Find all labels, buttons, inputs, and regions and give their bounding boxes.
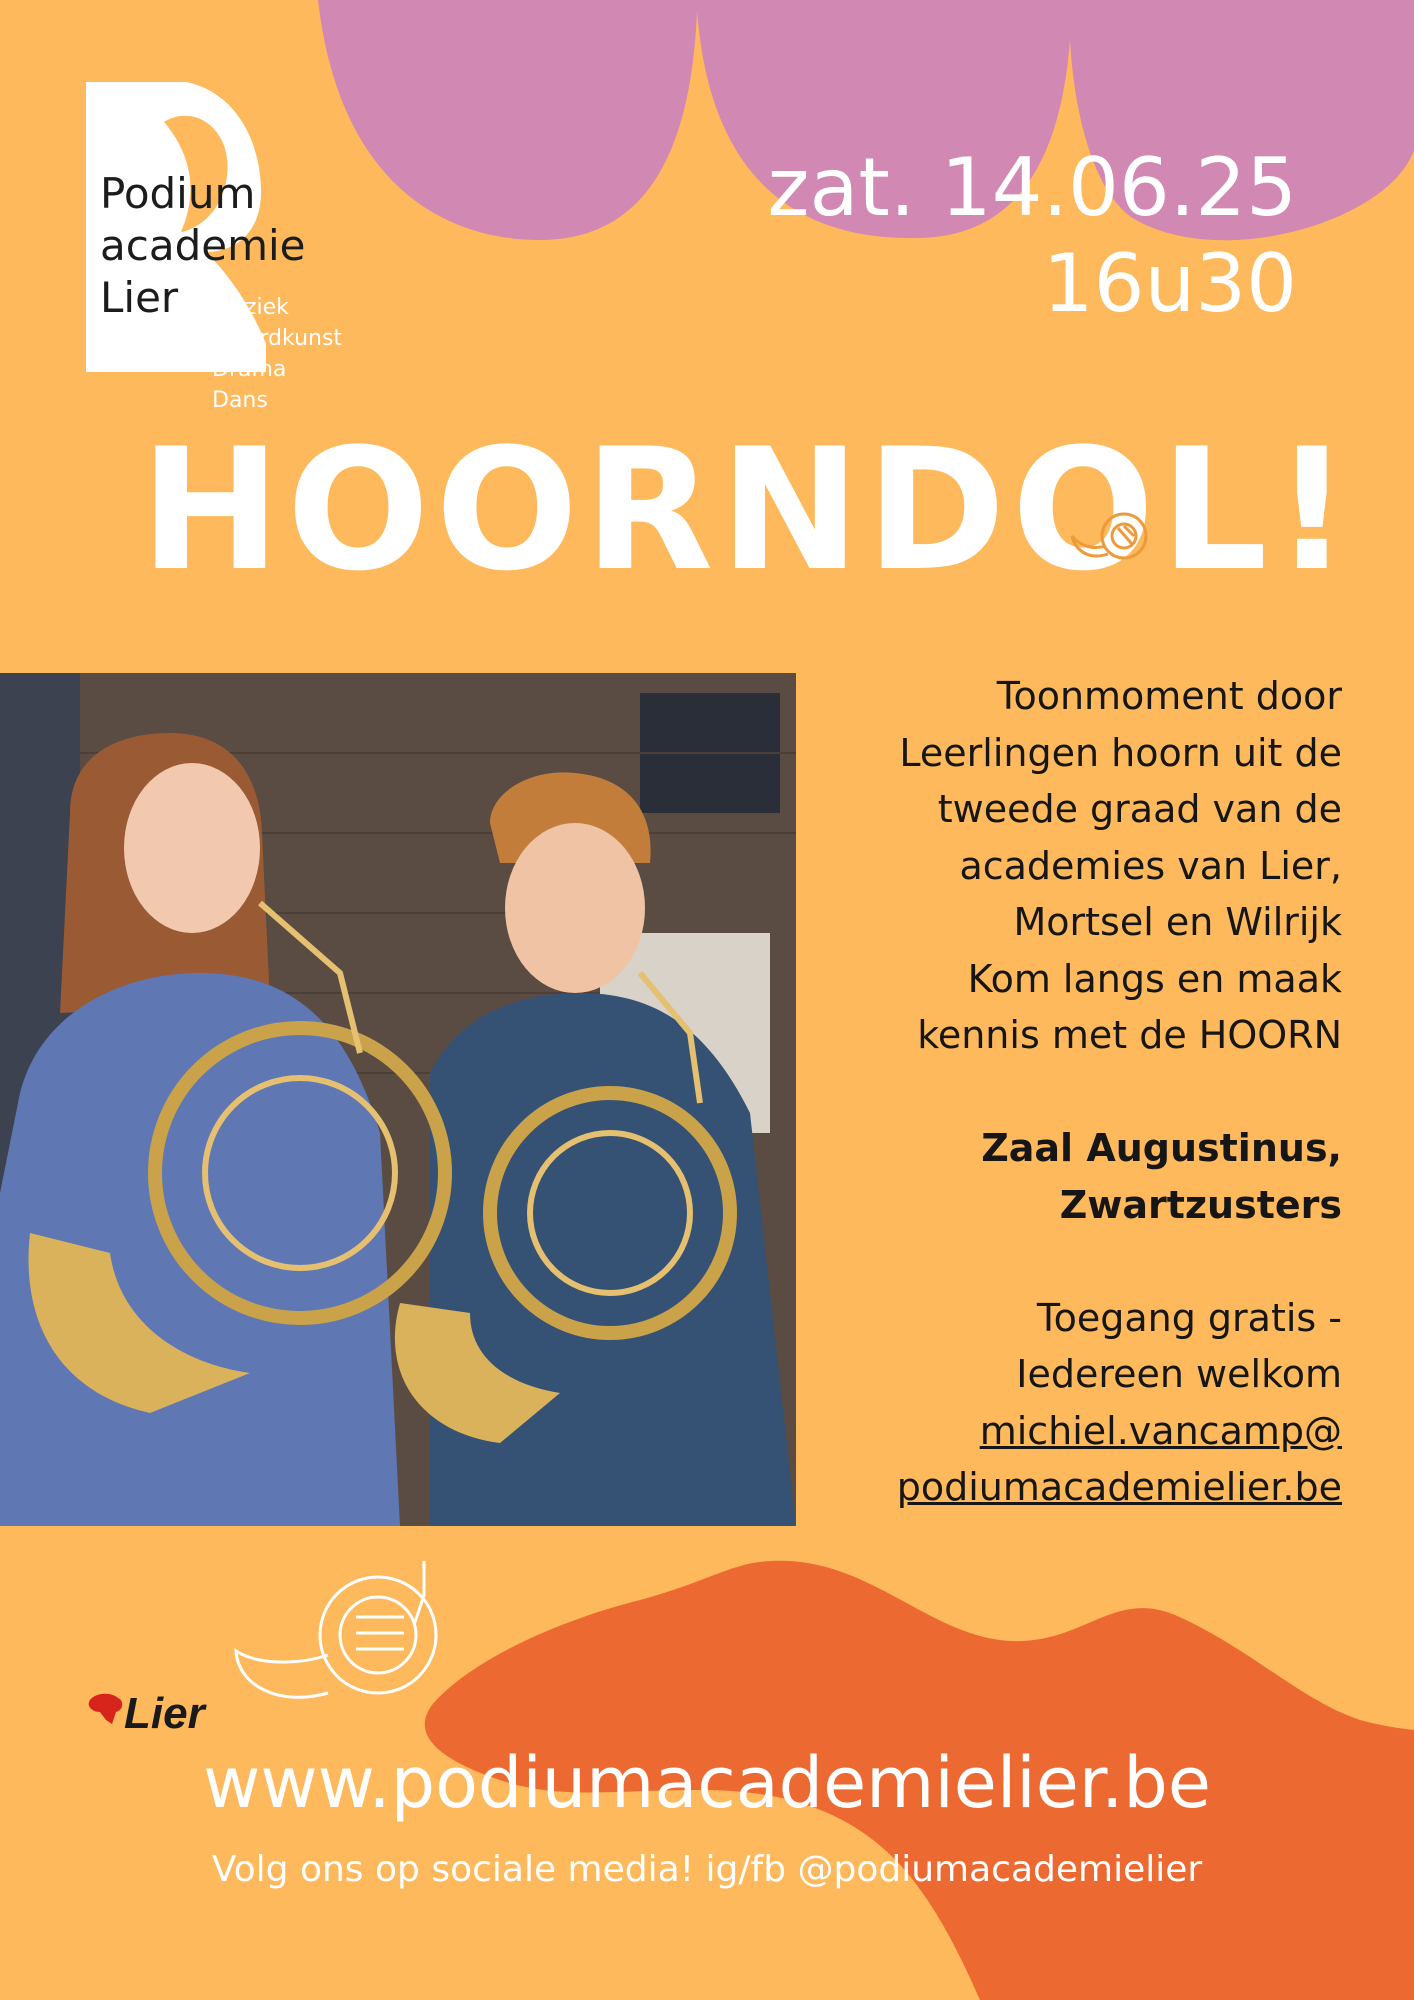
lier-city-logo (84, 1686, 214, 1746)
photo-girl-face (124, 763, 260, 933)
spacer (822, 1064, 1342, 1121)
spacer (822, 1233, 1342, 1290)
outline-bell (236, 1651, 328, 1697)
logo-name-line3: Lier (100, 273, 179, 322)
description-line-7: kennis met de HOORN (917, 1013, 1342, 1057)
page-title: HOORNDOL! (140, 412, 1357, 608)
discipline-muziek: Muziek (212, 295, 289, 320)
venue-line-1: Zaal Augustinus, (981, 1126, 1342, 1170)
french-horn-icon (1068, 500, 1158, 572)
lier-city-logo-icon (84, 1690, 128, 1730)
admission-line-2: Iedereen welkom (1016, 1352, 1342, 1396)
event-time: 16u30 (1042, 237, 1297, 330)
discipline-woordkunst: Woordkunst (212, 326, 343, 351)
outline-coil-inner (340, 1597, 416, 1673)
discipline-drama: Drama (212, 357, 287, 382)
description-line-1: Toonmoment door (996, 674, 1342, 718)
outline-coil (320, 1577, 436, 1693)
admission-line-1: Toegang gratis - (1036, 1295, 1342, 1340)
event-date (768, 140, 1298, 332)
event-info (822, 668, 1342, 1516)
website-link[interactable]: www.podiumacademielier.be (203, 1742, 1211, 1824)
lier-sheep-shape (89, 1694, 123, 1724)
event-day: zat. 14.06.25 (767, 141, 1297, 234)
social-media-text: Volg ons op sociale media! ig/fb @podiumacademielier (211, 1849, 1203, 1890)
podium-academie-logo (86, 82, 386, 412)
logo-name-line1: Podium (100, 169, 256, 218)
email-link-line-1[interactable]: michiel.vancamp@ (979, 1408, 1342, 1453)
description-line-2: Leerlingen hoorn uit de (899, 730, 1342, 775)
french-horn-outline-icon (228, 1555, 448, 1715)
venue-line-2: Zwartzusters (1059, 1182, 1342, 1227)
email-link-line-2[interactable]: podiumacademielier.be (896, 1465, 1342, 1509)
description-line-6: Kom langs en maak (967, 956, 1342, 1001)
description-line-5: Mortsel en Wilrijk (1013, 900, 1342, 944)
lier-city-logo-text: Lier (124, 1689, 205, 1738)
logo-name-line2: academie (100, 221, 306, 270)
photo-children-playing-horn (0, 673, 796, 1526)
logo-disciplines (212, 292, 342, 416)
photo-boy-face (505, 823, 645, 993)
description-line-4: academies van Lier, (959, 843, 1342, 888)
description-line-3: tweede graad van de (937, 787, 1342, 831)
discipline-dans: Dans (212, 388, 268, 413)
outline-valves (356, 1617, 404, 1649)
